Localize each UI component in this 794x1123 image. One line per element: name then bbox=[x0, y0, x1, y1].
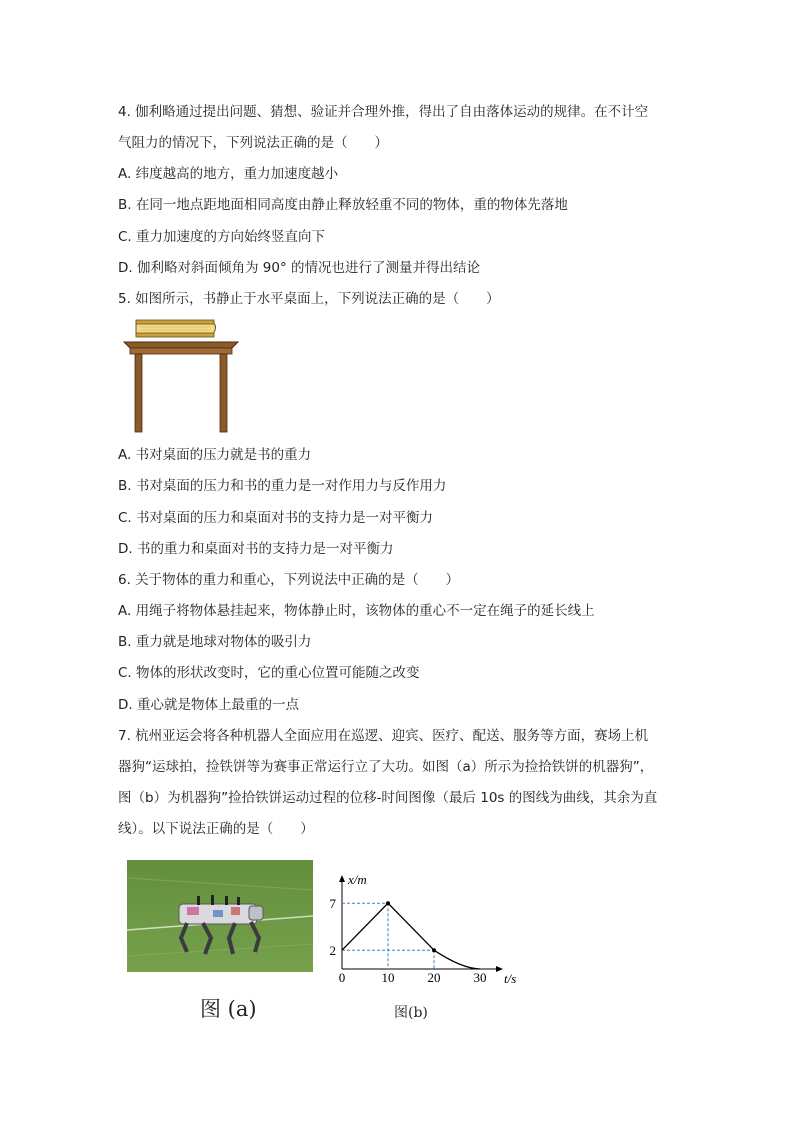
robot-dog-photo bbox=[127, 860, 313, 972]
q4-option-a: A. 纬度越高的地方，重力加速度越小 bbox=[118, 166, 339, 182]
x-tick-label: 20 bbox=[427, 970, 441, 985]
q7-stem-line4: 线）。以下说法正确的是（ ） bbox=[118, 821, 314, 837]
q5-option-b: B. 书对桌面的压力和书的重力是一对作用力与反作用力 bbox=[118, 478, 447, 494]
y-tick-label: 7 bbox=[329, 896, 336, 912]
q6-option-d: D. 重心就是物体上最重的一点 bbox=[118, 697, 299, 713]
y-tick-label: 2 bbox=[329, 943, 336, 959]
q6-option-c: C. 物体的形状改变时，它的重心位置可能随之改变 bbox=[118, 665, 420, 681]
q6-option-b: B. 重力就是地球对物体的吸引力 bbox=[118, 634, 312, 650]
x-tick-label: 30 bbox=[473, 970, 487, 985]
book-on-table-figure bbox=[118, 316, 243, 436]
x-tick-label: 0 bbox=[338, 970, 346, 985]
q5-option-d: D. 书的重力和桌面对书的支持力是一对平衡力 bbox=[118, 541, 394, 557]
q4-option-c: C. 重力加速度的方向始终竖直向下 bbox=[118, 229, 326, 245]
y-axis-label: x/m bbox=[348, 872, 367, 887]
data-point-2 bbox=[432, 948, 436, 952]
data-point-1 bbox=[386, 901, 390, 905]
q5-option-a: A. 书对桌面的压力就是书的重力 bbox=[118, 447, 312, 463]
q5-option-c: C. 书对桌面的压力和桌面对书的支持力是一对平衡力 bbox=[118, 510, 434, 526]
y-axis-arrow bbox=[339, 875, 345, 882]
fig-a-caption: 图 (a) bbox=[200, 997, 257, 1021]
q4-option-b: B. 在同一地点距地面相同高度由静止释放轻重不同的物体，重的物体先落地 bbox=[118, 197, 568, 213]
q7-stem-line3: 图（b）为机器狗”捡拾铁饼运动过程的位移-时间图像（最后 10s 的图线为曲线，其余为直 bbox=[118, 790, 658, 806]
displacement-time-chart bbox=[322, 858, 522, 993]
q5-stem: 5. 如图所示，书静止于水平桌面上，下列说法正确的是（ ） bbox=[118, 291, 500, 307]
q6-stem: 6. 关于物体的重力和重心，下列说法中正确的是（ ） bbox=[118, 572, 460, 588]
q4-stem-line1: 4. 伽利略通过提出问题、猜想、验证并合理外推，得出了自由落体运动的规律。在不计空 bbox=[118, 104, 649, 120]
table-icon bbox=[124, 342, 238, 432]
x-tick-label: 10 bbox=[381, 970, 395, 985]
q4-option-d: D. 伽利略对斜面倾角为 90° 的情况也进行了测量并得出结论 bbox=[118, 260, 480, 276]
series-line-curve bbox=[434, 950, 480, 969]
q6-option-a: A. 用绳子将物体悬挂起来，物体静止时，该物体的重心不一定在绳子的延长线上 bbox=[118, 603, 595, 619]
q7-stem-line1: 7. 杭州亚运会将各种机器人全面应用在巡逻、迎宾、医疗、配送、服务等方面，赛场上机 bbox=[118, 728, 649, 744]
x-axis-label: t/s bbox=[504, 971, 517, 986]
q4-stem-line2: 气阻力的情况下，下列说法正确的是（ ） bbox=[118, 135, 388, 151]
q7-stem-line2: 器狗“运球拍，捡铁饼等为赛事正常运行立了大功。如图（a）所示为捡拾铁饼的机器狗”， bbox=[118, 759, 654, 775]
book-icon bbox=[136, 320, 216, 337]
fig-b-caption: 图(b) bbox=[394, 1005, 428, 1021]
x-axis-arrow bbox=[496, 966, 503, 972]
